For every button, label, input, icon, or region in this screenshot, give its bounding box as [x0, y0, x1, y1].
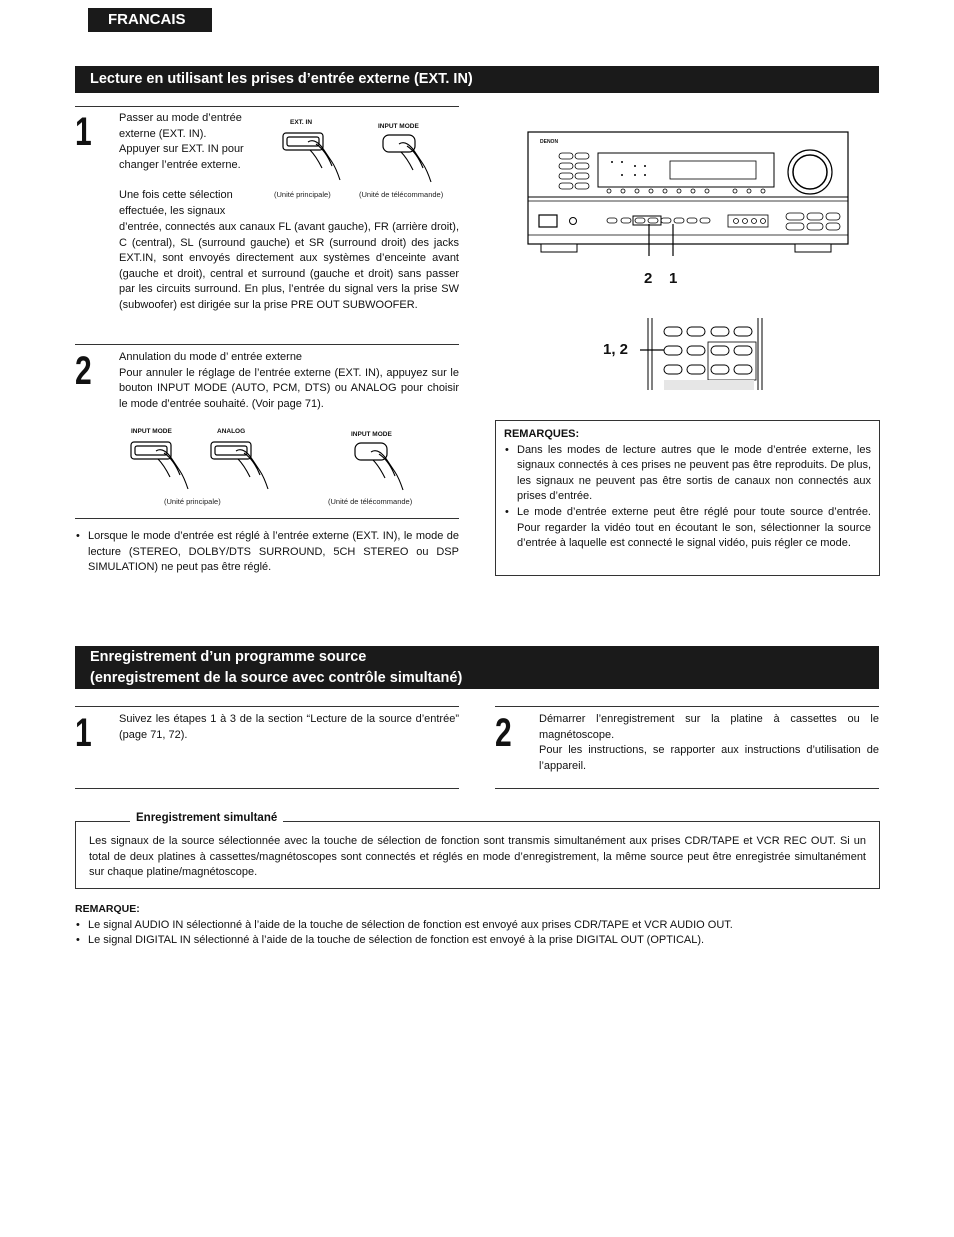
ext-in-button-label: EXT. IN — [290, 119, 313, 126]
bottom-remark-item: • Le signal AUDIO IN sélectionné à l’aide de la touche de sélection de fonction est envoyé aux prises CDR/TAPE et VCR AUDIO OUT. — [75, 918, 880, 934]
step2-bottom-rule — [75, 518, 459, 519]
remarks-box — [495, 420, 880, 576]
rec-step-number-2: 2 — [495, 711, 512, 755]
step2-text — [119, 350, 459, 412]
ext-in-button-illustration — [280, 116, 360, 186]
bottom-remark-list — [75, 918, 880, 949]
language-tab: FRANCAIS — [88, 8, 212, 32]
step1-text-c: Une fois cette sélection effectuée, les signaux — [119, 189, 233, 217]
input-mode-button-label: INPUT MODE — [131, 428, 172, 435]
analog-button-label: ANALOG — [217, 428, 246, 435]
bottom-remark — [75, 902, 880, 949]
remote-input-mode-label-2: INPUT MODE — [351, 431, 392, 438]
remark-item: • Le mode d’entrée externe peut être réglé pour toute source d’entrée. Pour regarder la vidéo tout en écoutant le son, sélectionner la source d’entrée à laquelle est connecté le signal vidéo, puis régler ce mode. — [504, 505, 871, 552]
step1-text-intro — [119, 111, 264, 220]
step2-text-a: Annulation du mode d’ entrée externe — [119, 351, 303, 363]
rec-step2-text — [539, 712, 879, 774]
callout-2: 2 — [644, 270, 653, 287]
brand-logo: DENON — [540, 139, 559, 145]
section-title-line1: Enregistrement d’un programme source — [90, 649, 367, 665]
remote-input-mode-label: INPUT MODE — [378, 123, 419, 130]
caption-main-unit-2: (Unité principale) — [164, 497, 221, 506]
note-item: • Lorsque le mode d’entrée est réglé à l’entrée externe (EXT. IN), le mode de lecture (STEREO, DOLBY/DTS SURROUND, 5CH STEREO ou DSP SIMULATION) ne peut pas être réglé. — [75, 529, 459, 576]
caption-remote-unit: (Unité de télécommande) — [359, 190, 444, 199]
rec-step2-text-b: Pour les instructions, se rapporter aux instructions d’utilisation de l’appareil. — [539, 744, 879, 772]
input-mode-button-illustration — [128, 425, 208, 495]
remote-control-illustration — [640, 318, 780, 390]
caption-remote-unit-2: (Unité de télécommande) — [328, 497, 413, 506]
receiver-icon — [527, 131, 849, 256]
pressing-hand-icon — [345, 438, 425, 496]
remark-item: • Dans les modes de lecture autres que le mode d’entrée externe, les signaux connectés à ces prises ne peuvent pas être reproduits. De plus, les signaux ne peuvent pas être sortis de canaux non connectés aux prises d’entrée. — [504, 443, 871, 505]
step1-text-d: d’entrée, connectés aux canaux FL (avant gauche), FR (arrière droit), C (central), SL (surround gauche) et SR (surround droit) des jacks EXT.IN, sont envoyés directement aux systèmes d’enceinte avant (gauche et droit), central et surround (gauche et droit) sans passer par les circuits surround. En plus, l’entrée du signal vers la prise SW (subwoofer) est dirigée sur la prise PRE OUT SUBWOOFER. — [119, 221, 459, 311]
caption-main-unit: (Unité principale) — [274, 190, 331, 199]
section-title-recording — [75, 646, 879, 689]
rec-step1-text: Suivez les étapes 1 à 3 de la section “Lecture de la source d’entrée” (page 71, 72). — [119, 713, 459, 741]
step2-text-b: Pour annuler le réglage de l’entrée externe (EXT. IN), appuyez sur le bouton INPUT MODE (AUTO, PCM, DTS) ou ANALOG pour choisir le mode d’entrée souhaité. (Voir page 71). — [119, 366, 459, 410]
pressing-hand-icon — [280, 128, 360, 186]
remarks-title: REMARQUES: — [504, 428, 580, 440]
callout-1: 1 — [669, 270, 678, 287]
step1-text-a: Passer au mode d’entrée externe (EXT. IN). — [119, 112, 242, 140]
pressing-hand-icon — [128, 437, 208, 495]
analog-button-illustration — [208, 425, 288, 495]
callout-remote: 1, 2 — [603, 341, 629, 358]
simultaneous-recording-title: Enregistrement simultané — [130, 812, 283, 824]
section-title-ext-in: Lecture en utilisant les prises d’entrée externe (EXT. IN) — [75, 66, 879, 93]
bottom-remark-title: REMARQUE: — [75, 903, 140, 915]
rec-step-number-1: 1 — [75, 711, 92, 755]
rec-step2-bottom-rule — [495, 788, 879, 789]
pressing-hand-icon — [208, 437, 288, 495]
receiver-front-panel-illustration — [527, 131, 849, 256]
step1-top-rule — [75, 106, 459, 107]
step-number-1: 1 — [75, 110, 92, 154]
rec-step1-top-rule — [75, 706, 459, 707]
simultaneous-recording-box: Les signaux de la source sélectionnée avec la touche de sélection de fonction sont transmis simultanément aux prises CDR/TAPE et VCR REC OUT. Si un total de deux platines à cassettes/magnétoscopes sont connectés et réglés en mode d’enregistrement, la même source peut être enregistrée simultanément sur chaque platine/magnétoscope. — [75, 821, 880, 889]
rec-step2-text-a: Démarrer l’enregistrement sur la platine à cassettes ou le magnétoscope. — [539, 713, 879, 741]
remote-input-mode-button-illustration-2 — [345, 428, 425, 498]
section-title-line2: (enregistrement de la source avec contrôle simultané) — [90, 670, 463, 686]
step-number-2: 2 — [75, 349, 92, 393]
rec-step1-bottom-rule — [75, 788, 459, 789]
step2-top-rule — [75, 344, 459, 345]
pressing-hand-icon — [373, 130, 453, 188]
remote-icon — [640, 318, 780, 390]
ext-in-note — [75, 529, 459, 576]
remarks-list — [504, 443, 871, 552]
step1-text-b: Appuyer sur EXT. IN pour changer l’entrée externe. — [119, 143, 244, 171]
remote-input-mode-button-illustration — [373, 120, 453, 190]
rec-step2-top-rule — [495, 706, 879, 707]
bottom-remark-item: • Le signal DIGITAL IN sélectionné à l’aide de la touche de sélection de fonction est envoyé à la prise DIGITAL OUT (OPTICAL). — [75, 933, 880, 949]
